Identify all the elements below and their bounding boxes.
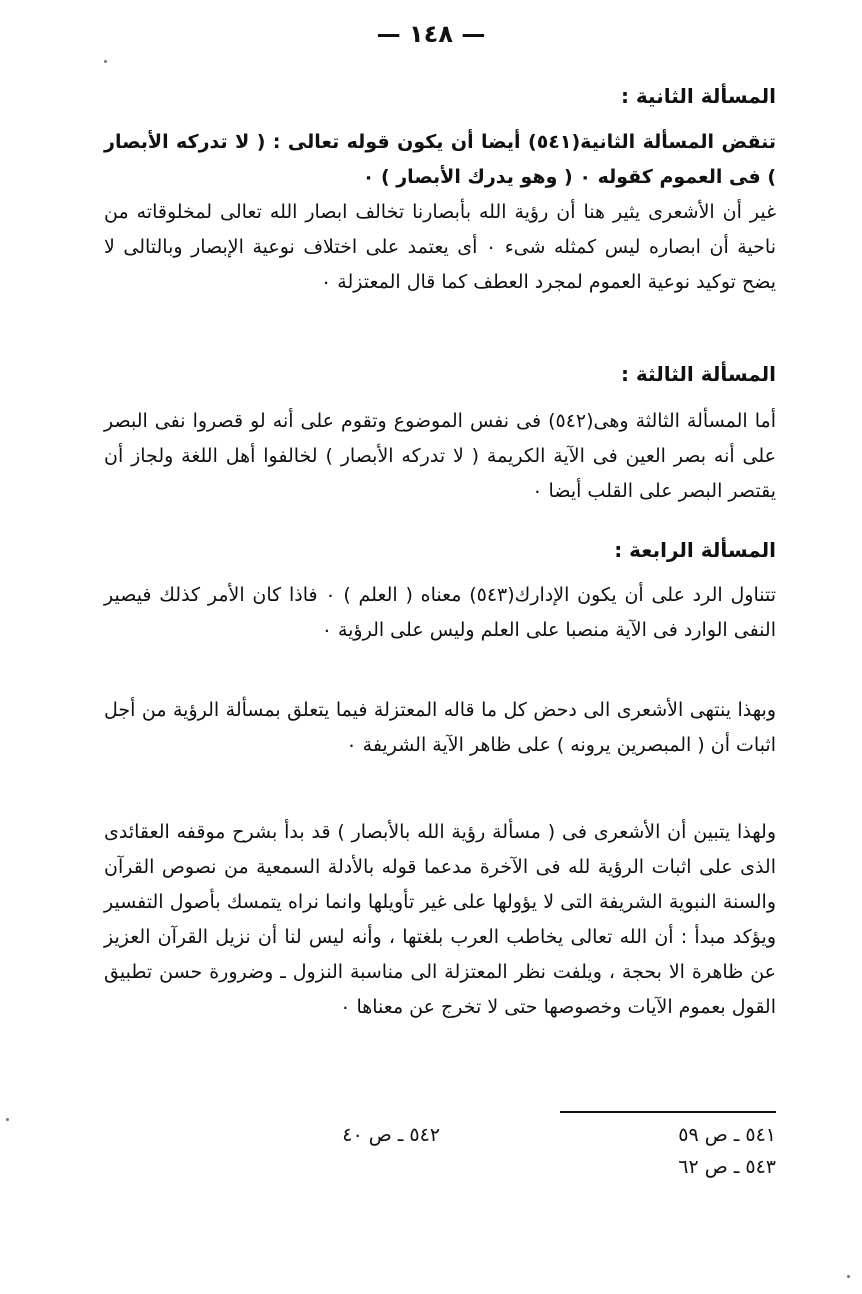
page-number: — ١٤٨ — [376,20,486,48]
section-heading-second-issue: المسألة الثانية : [620,84,776,108]
section-heading-fourth-issue: المسألة الرابعة : [614,538,776,562]
scan-speck [104,60,107,63]
paragraph-fourth-issue-1: تتناول الرد على أن يكون الإدارك(٥٤٣) معناه ( العلم ) ٠ فاذا كان الأمر كذلك فيصير النفى الوارد فى الآية منصبا على العلم وليس على الرؤية ٠ [104,584,776,641]
paragraph-fourth-issue-3: ولهذا يتبين أن الأشعرى فى ( مسألة رؤية الله بالأبصار ) قد بدأ بشرح موقفه العقائدى الذى على اثبات الرؤية لله فى الآخرة مدعما قوله بالأدلة السمعية من نصوص القرآن والسنة النبوية الشريفة التى لا يؤولها على غير تأويلها وانما نراه يتمسك بأصول التفسير ويؤكد مبدأ : أن الله تعالى يخاطب العرب بلغتها ، وأنه ليس لنا أن نزيل القرآن العزيز عن ظاهرة الا بحجة ، ويلفت نظر المعتزلة الى مناسبة النزول ـ وضرورة حسن تطبيق القول بعموم الآيات وخصوصها حتى لا تخرج عن معناها ٠ [104,821,776,1018]
scan-speck [847,1275,850,1278]
footnote-542: ٥٤٢ ـ ص ٤٠ [342,1124,440,1146]
footnote-541: ٥٤١ ـ ص ٥٩ [678,1124,776,1146]
paragraph-fourth-issue-2: وبهذا ينتهى الأشعرى الى دحض كل ما قاله المعتزلة فيما يتعلق بمسألة الرؤية من أجل اثبات أن ( المبصرين يرونه ) على ظاهر الآية الشريفة ٠ [104,699,776,756]
paragraph-second-issue-1: تنقض المسألة الثانية(٥٤١) أيضا أن يكون قوله تعالى : ( لا تدركه الأبصار ) فى العموم كقوله ٠ ( وهو يدرك الأبصار ) ٠ [104,131,777,188]
scan-speck [6,1118,9,1121]
footnote-543: ٥٤٣ ـ ص ٦٢ [678,1156,776,1178]
paragraph-third-issue-1: أما المسألة الثالثة وهى(٥٤٢) فى نفس الموضوع وتقوم على أنه لو قصروا نفى البصر على أنه بصر العين فى الآية الكريمة ( لا تدركه الأبصار ) لخالفوا أهل اللغة ولجاز أن يقتصر البصر على القلب أيضا ٠ [104,410,776,502]
section-heading-third-issue: المسألة الثالثة : [620,362,776,386]
paragraph-second-issue-2: غير أن الأشعرى يثير هنا أن رؤية الله بأبصارنا تخالف ابصار الله تعالى لمخلوقاته من ناحية أن ابصاره ليس كمثله شىء ٠ أى يعتمد على اختلاف نوعية الإبصار وبالتالى لا يضح توكيد نوعية العموم لمجرد العطف كما قال المعتزلة ٠ [104,201,776,293]
footnote-divider [560,1111,776,1113]
